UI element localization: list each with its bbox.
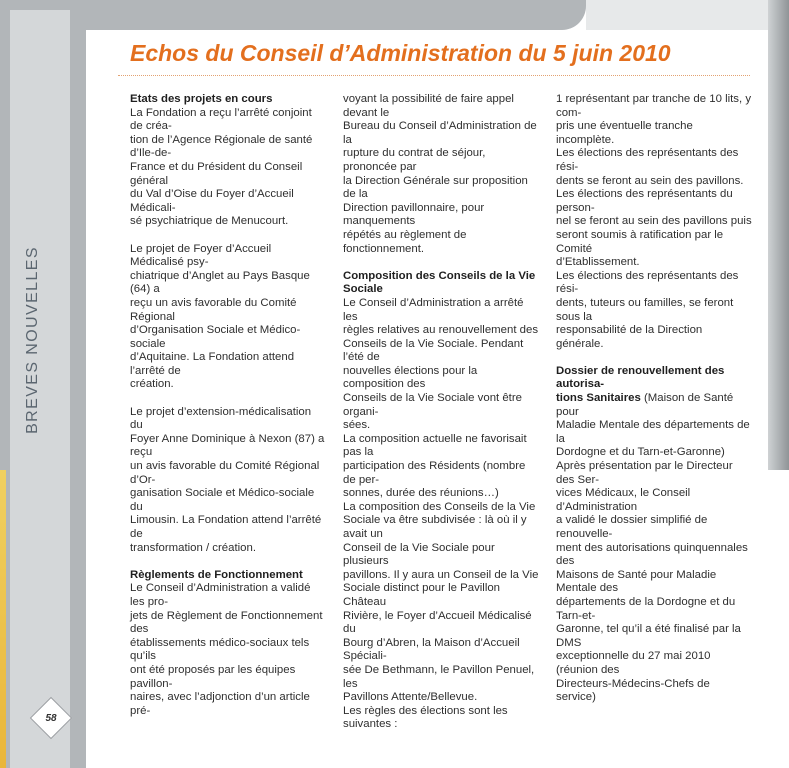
text-line: a validé le dossier simplifié de renouvelle- [556, 514, 708, 540]
column-1 [130, 93, 326, 718]
text-line: Le Conseil d’Administration a validé les pro- [130, 582, 311, 608]
paragraph [130, 107, 326, 229]
section-label [20, 235, 46, 445]
text-line: exceptionnelle du 27 mai 2010 (réunion des [556, 650, 711, 676]
text-line: d’Etablissement. [556, 256, 640, 269]
text-line: La composition des Conseils de la Vie [343, 500, 536, 513]
text-line: participation des Résidents (nombre de per- [343, 460, 526, 486]
paragraph [130, 582, 326, 718]
text-line: transformation / création. [130, 541, 256, 554]
text-line: Après présentation par le Directeur des Ser- [556, 460, 733, 486]
text-line: Le projet de Foyer d’Accueil Médicalisé psy- [130, 242, 272, 269]
text-line: Foyer Anne Dominique à Nexon (87) a reçu [130, 432, 325, 459]
text-line: règles relatives au renouvellement des [343, 324, 539, 337]
article-title: Echos du Conseil d’Administration du 5 juin 2010 [130, 40, 671, 66]
text-line: reçu un avis favorable du Comité Régional [130, 296, 297, 323]
text-line: du Val d’Oise du Foyer d’Accueil Médicali- [130, 188, 294, 214]
text-line: pris une éventuelle tranche incomplète. [556, 120, 693, 146]
text-line: tion de l’Agence Régionale de santé d’Ile-de- [130, 133, 313, 160]
text-line: vices Médicaux, le Conseil d’Administration [556, 487, 691, 513]
text-line: sé psychiatrique de Menucourt. [130, 215, 289, 228]
text-line: France et du Président du Conseil général [130, 160, 303, 187]
text-line: ont été proposés par les équipes pavillon- [130, 663, 296, 690]
column-3 [556, 93, 752, 705]
text-line: sée De Bethmann, le Pavillon Penuel, les [343, 663, 535, 690]
paragraph [130, 243, 326, 393]
text-line: Sociale va être subdivisée : là où il y avait un [343, 514, 527, 540]
text-line: seront soumis à ratification par le Comité [556, 228, 724, 255]
text-line: Rivière, le Foyer d’Accueil Médicalisé du [343, 609, 532, 636]
text-line: Conseil de la Vie Sociale pour plusieurs [343, 541, 495, 568]
title-rule [118, 75, 750, 76]
text-line: création. [130, 378, 174, 391]
text-line: ment des autorisations quinquennales des [556, 541, 748, 568]
text-line: pavillons. Il y aura un Conseil de la Vie [343, 568, 539, 581]
paragraph [556, 419, 752, 704]
heading-dossier-line2: tions Sanitaires (Maison de Santé pour [556, 392, 734, 418]
text-line: Maladie Mentale des départements de la [556, 419, 750, 445]
text-line: Maisons de Santé pour Maladie Mentale des [556, 568, 717, 595]
text-line: La composition actuelle ne favorisait pas la [343, 432, 527, 459]
paragraph [343, 93, 539, 256]
text-line: naires, avec l’adjonction d’un article pré- [130, 691, 310, 717]
text-line: d’Organisation Sociale et Médico-sociale [130, 324, 301, 350]
paragraph [343, 297, 539, 732]
text-line: Limousin. La Fondation attend l’arrêté de [130, 514, 322, 540]
text-line: Conseils de la Vie Sociale vont être organi- [343, 392, 522, 418]
text-line: jets de Règlement de Fonctionnement des [130, 609, 323, 636]
text-line: Dordogne et du Tarn-et-Garonne) [556, 446, 725, 459]
text-line: Les élections des représentants du person- [556, 188, 733, 214]
heading-composition: Composition des Conseils de la Vie Sociale [343, 269, 536, 296]
paragraph [130, 406, 326, 556]
text-line: d’Aquitaine. La Fondation attend l’arrêté de [130, 351, 295, 377]
paragraph [556, 93, 752, 351]
text-line: voyant la possibilité de faire appel devant le [343, 93, 514, 119]
text-line: chiatrique d’Anglet au Pays Basque (64) a [130, 269, 310, 296]
text-line: Bureau du Conseil d’Administration de la [343, 120, 537, 146]
text-line: Garonne, tel qu’il a été finalisé par la DMS [556, 623, 741, 649]
text-line: départements de la Dordogne et du Tarn-et- [556, 595, 736, 622]
text-line: répétés au règlement de fonctionnement. [343, 228, 467, 255]
text-line: sées. [343, 419, 371, 432]
text-line: Les élections des représentants des rési- [556, 269, 739, 296]
heading-dossier: Dossier de renouvellement des autorisa- [556, 364, 725, 391]
section-label-text: BREVES NOUVELLES [24, 246, 41, 434]
page-edge-shadow [768, 0, 789, 470]
text-line: Le Conseil d’Administration a arrêté les [343, 296, 524, 323]
column-2 [343, 93, 539, 732]
text-line: 1 représentant par tranche de 10 lits, y com- [556, 93, 752, 119]
text-line: dents se feront au sein des pavillons. [556, 174, 744, 187]
text-line: nel se feront au sein des pavillons puis [556, 215, 752, 228]
page-number: 58 [45, 712, 57, 724]
text-line: Les règles des élections sont les suivantes : [343, 704, 508, 731]
text-line: Pavillons Attente/Bellevue. [343, 691, 478, 704]
text-line: Conseils de la Vie Sociale. Pendant l’été de [343, 337, 524, 364]
text-line: La Fondation a reçu l’arrêté conjoint de créa- [130, 106, 312, 133]
text-line: un avis favorable du Comité Régional d’Or- [130, 460, 320, 486]
top-tab-shade [586, 0, 776, 30]
text-line: la Direction Générale sur proposition de la [343, 174, 528, 201]
text-line: Directeurs-Médecins-Chefs de service) [556, 677, 710, 704]
text-line: Le projet d’extension-médicalisation du [130, 405, 312, 432]
top-tab [86, 0, 586, 30]
text-line: nouvelles élections pour la composition des [343, 364, 478, 391]
heading-projets: Etats des projets en cours [130, 93, 273, 105]
text-line: dents, tuteurs ou familles, se feront sous la [556, 296, 734, 323]
text-line: Bourg d’Abren, la Maison d’Accueil Spéciali- [343, 636, 520, 663]
text-line: Les élections des représentants des rési- [556, 147, 739, 173]
text-line: Direction pavillonnaire, pour manquements [343, 201, 485, 228]
text-line: rupture du contrat de séjour, prononcée par [343, 147, 486, 173]
text-line: établissements médico-sociaux tels qu’ils [130, 636, 310, 663]
text-line: ganisation Sociale et Médico-sociale du [130, 487, 315, 513]
text-line: sonnes, durée des réunions…) [343, 487, 499, 500]
text-line: responsabilité de la Direction générale. [556, 324, 703, 350]
sidebar-accent-stripe [0, 470, 6, 768]
text-line: Sociale distinct pour le Pavillon Château [343, 582, 501, 608]
heading-reglements: Règlements de Fonctionnement [130, 568, 303, 581]
